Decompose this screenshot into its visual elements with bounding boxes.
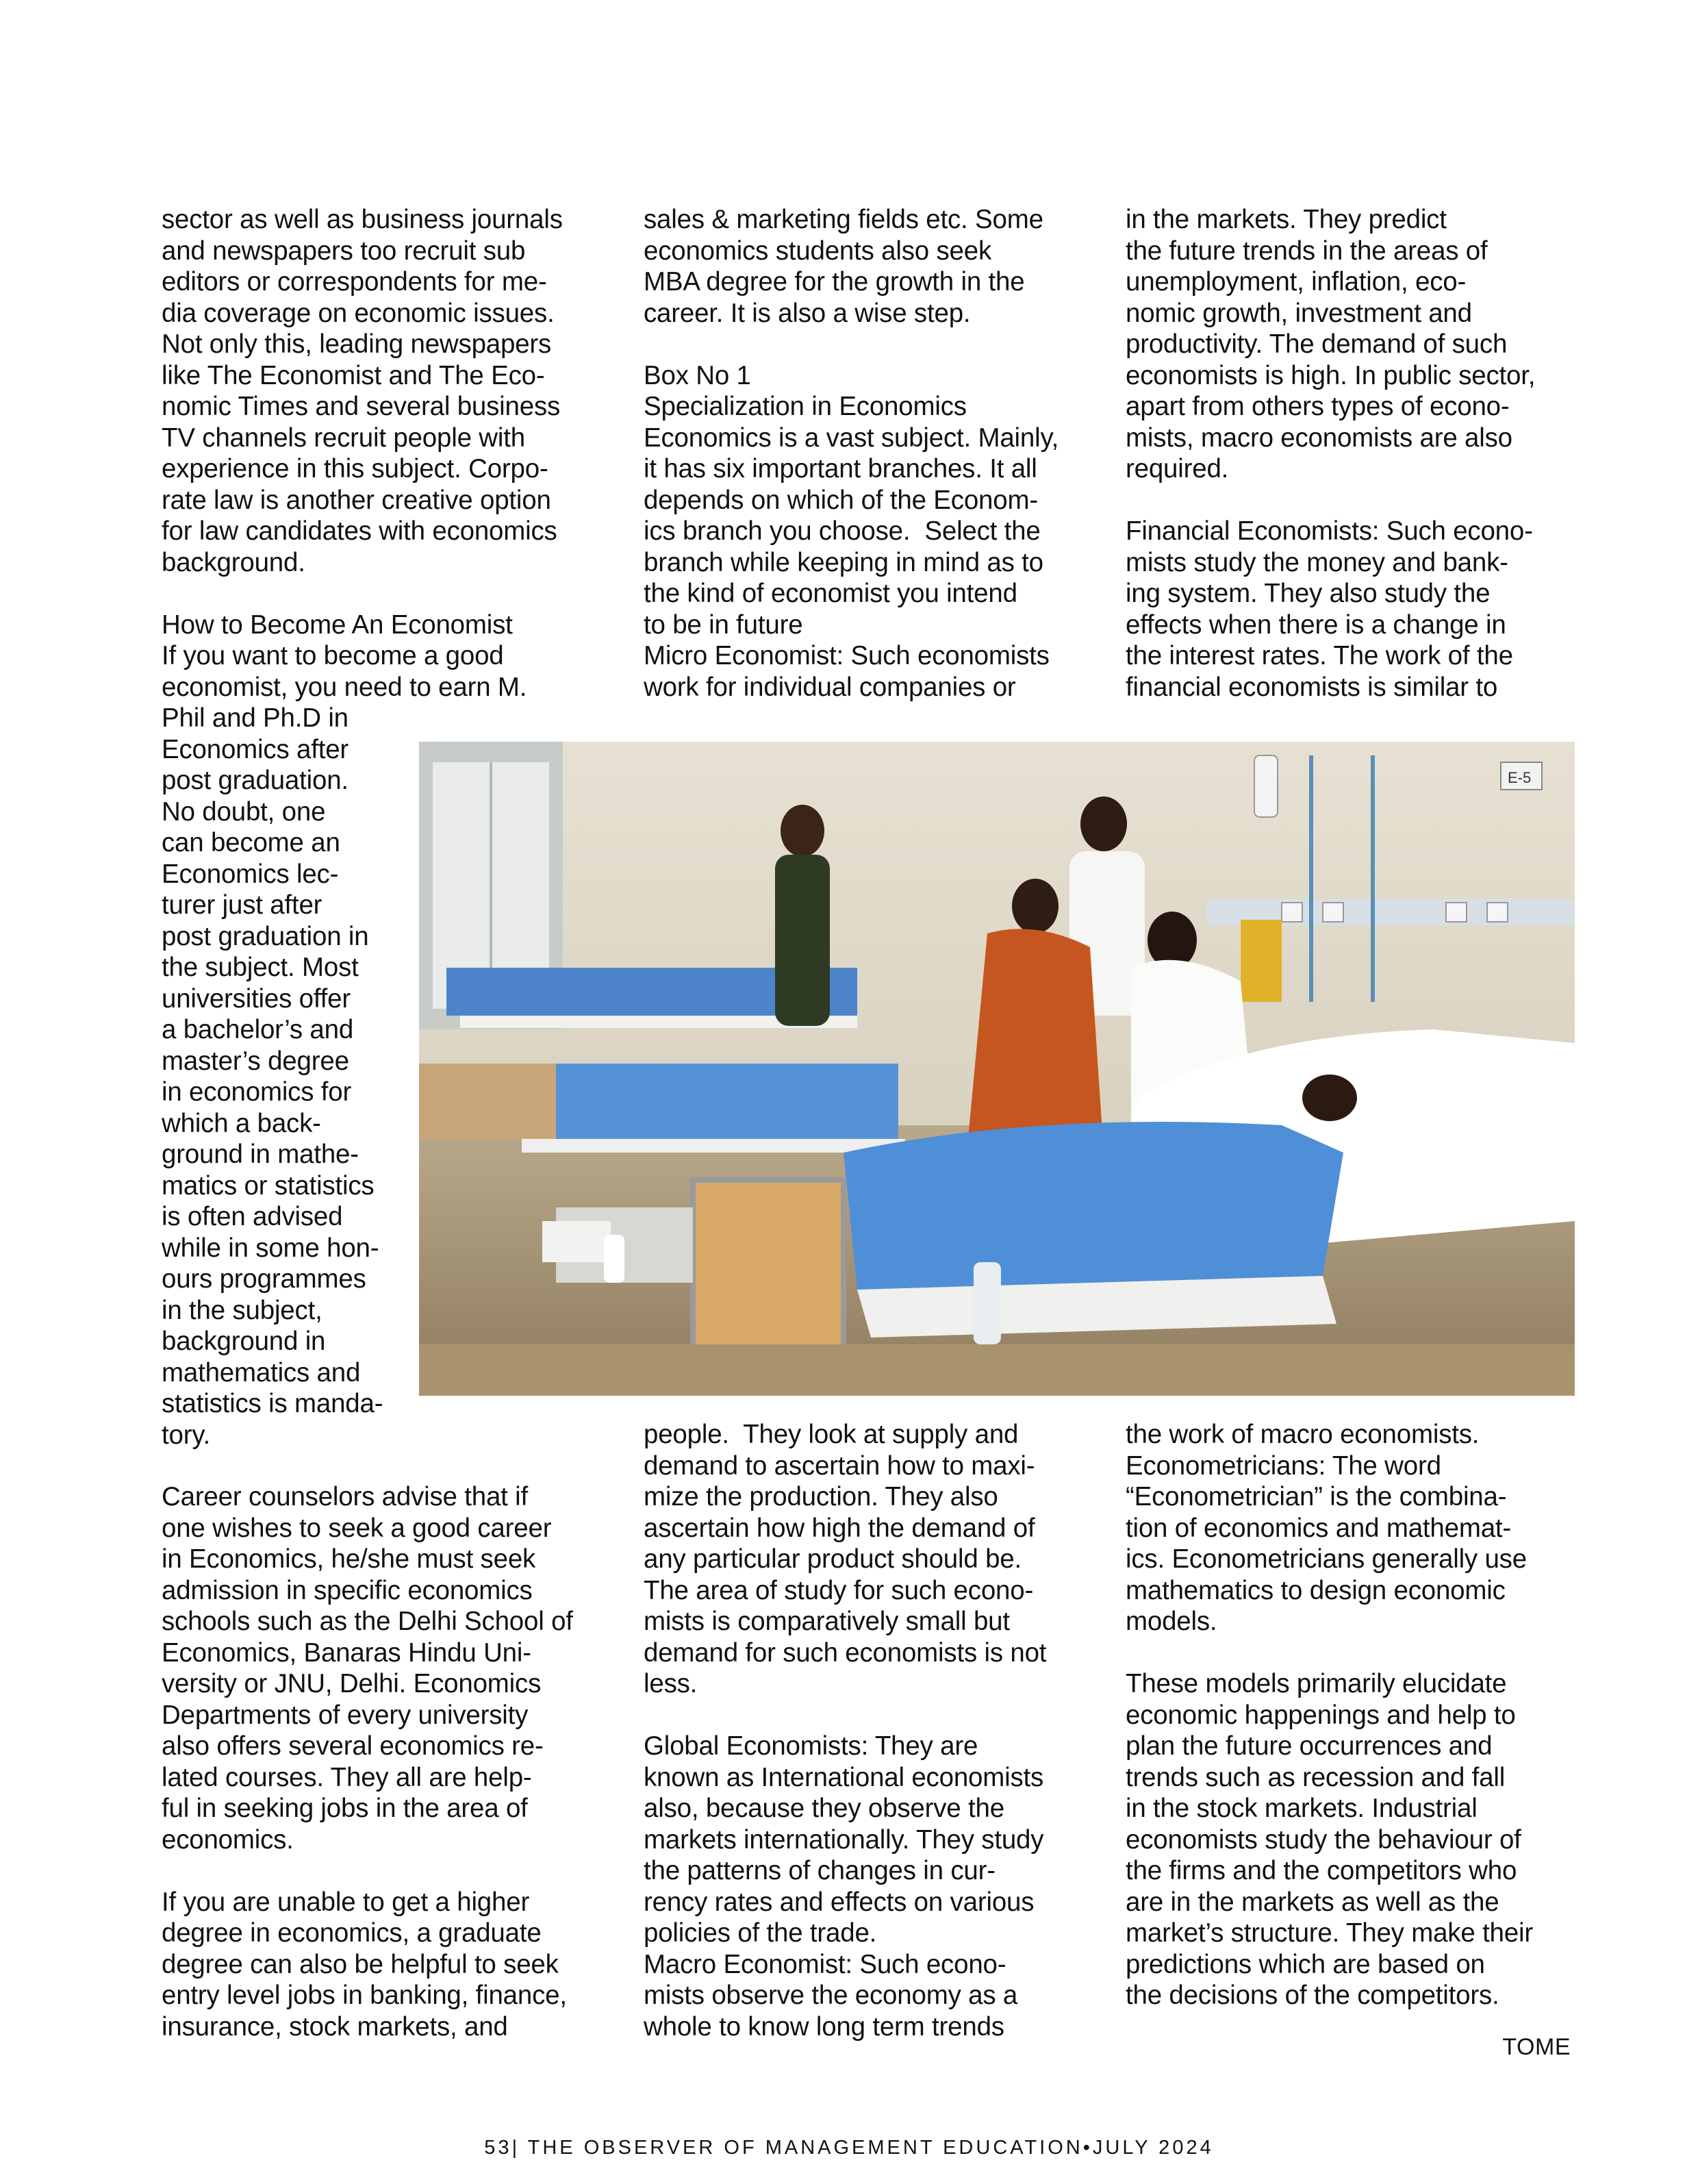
column-2-top-text: sales & marketing fields etc. Some economics students also seek MBA degree for the growth in the career. It is also a wise step. Box No 1 Specialization in Economics Economics is a vast subject. Mainly, it has six important branches. It all depends on which of the Econom- ics branch you choose. Select the branch while keeping in mind as to the kind of economist you intend to be in future Micro Economist: Such economists work for individual companies or — [644, 205, 1059, 702]
author-signoff: TOME — [1502, 2034, 1571, 2060]
hospital-ward-illustration — [419, 742, 1575, 1396]
page-number: 53 — [484, 2137, 512, 2159]
column-1-bottom-text: Career counselors advise that if one wishes to seek a good career in Economics, he/she must seek admission in specific economics schools such as the Delhi School of Economics, Banaras Hindu Uni- versity or JNU, Delhi. Economics Departments of every university also offers several economics re- lated courses. They all are help- ful in seeking jobs in the area of economics. If you are unable to get a higher degree in economics, a graduate degree can also be helpful to seek entry level jobs in banking, finance, insurance, stock markets, and — [162, 1482, 573, 2042]
footer-dot: • — [1082, 2137, 1093, 2159]
wall-sign-label: E-5 — [1508, 769, 1532, 786]
hospital-ward-photo — [419, 742, 1575, 1396]
issue-date: JULY 2024 — [1092, 2137, 1214, 2159]
column-3-top-text: in the markets. They predict the future trends in the areas of unemployment, inflation, eco- nomic growth, investment and productivity. The demand of such economists is high. In public sector, apart from others types of econo- mists, macro economists are also required. Financial Economists: Such econo- mists study the money and bank- ing system. They also study the effects when there is a change in the interest rates. The work of the financial economists is similar to — [1126, 205, 1536, 702]
column-1-wrapped-text: Phil and Ph.D in Economics after post graduation. No doubt, one can become an Economics lec- turer just after post graduation in the subject. Most universities offer a bachelor’s and master’s degree in economics for which a back- ground in mathe- matics or statistics is often advised while in some hon- ours programmes in the subject, background in mathematics and statistics is manda- tory. — [162, 703, 383, 1450]
footer-separator: | — [511, 2137, 520, 2159]
column-3-bottom-text: the work of macro economists. Econometricians: The word “Econometrician” is the combina- tion of economics and mathemat- ics. Econometricians generally use mathematics to design economic models. These models primarily elucidate economic happenings and help to plan the future occurrences and trends such as recession and fall in the stock markets. Industrial economists study the behaviour of the firms and the competitors who are in the markets as well as the market’s structure. They make their predictions which are based on the decisions of the competitors. — [1126, 1420, 1533, 2010]
column-2-bottom-text: people. They look at supply and demand to ascertain how to maxi- mize the production. They also ascertain how high the demand of any particular product should be. The area of study for such econo- mists is comparatively small but demand for such economists is not less. Global Economists: They are known as International economists also, because they observe the markets internationally. They study the patterns of changes in cur- rency rates and effects on various policies of the trade. Macro Economist: Such econo- mists observe the economy as a whole to know long term trends — [644, 1420, 1047, 2042]
page-footer — [0, 2137, 1698, 2159]
publication-name: THE OBSERVER OF MANAGEMENT EDUCATION — [520, 2137, 1083, 2159]
column-1-top-text: sector as well as business journals and newspapers too recruit sub editors or correspondents for me- dia coverage on economic issues. Not only this, leading newspapers like The Economist and The Eco- nomic Times and several business TV channels recruit people with experience in this subject. Corpo- rate law is another creative option for law candidates with economics background. How to Become An Economist If you want to become a good economist, you need to earn M. — [162, 205, 563, 702]
